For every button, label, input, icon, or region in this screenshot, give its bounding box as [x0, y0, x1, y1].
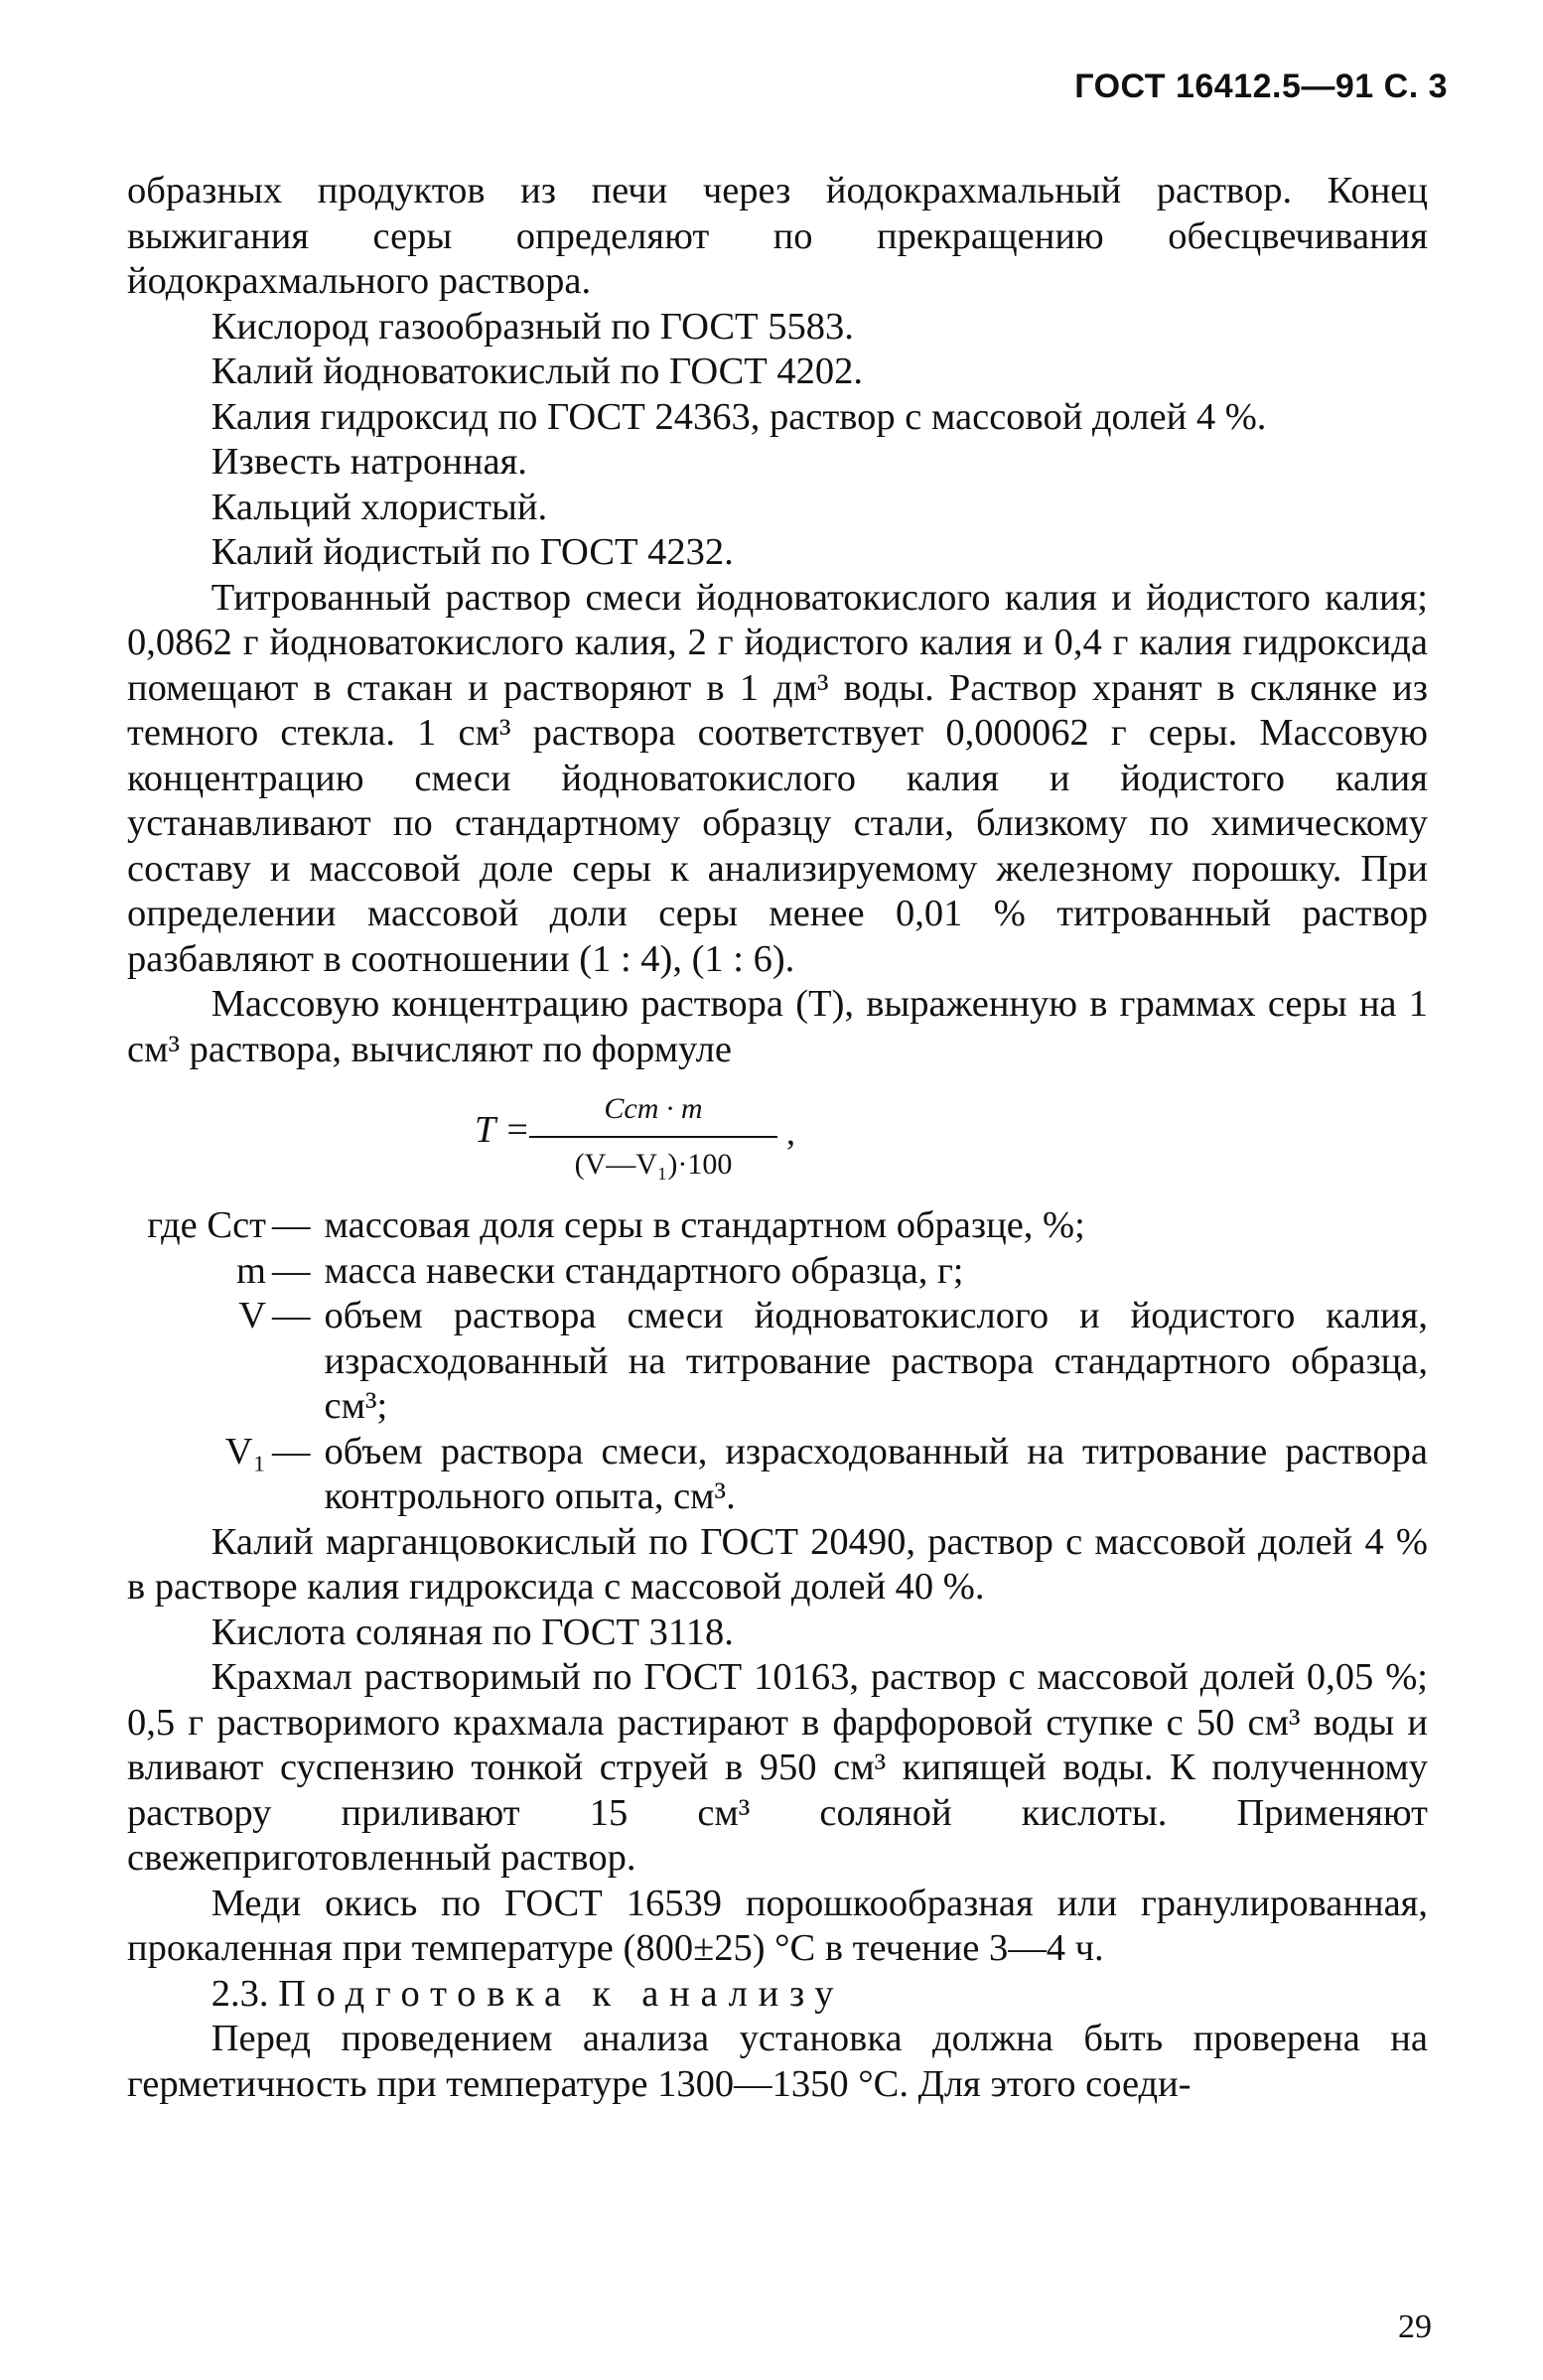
definition-dash: —	[272, 1430, 311, 1472]
definition-symbol: V	[238, 1295, 266, 1336]
paragraph-copper-oxide: Меди окись по ГОСТ 16539 порошкообразная или гранулированная, прокаленная при температуре (800±25) °С в течение 3—4 ч.	[127, 1882, 1428, 1969]
paragraph-oxygen: Кислород газообразный по ГОСТ 5583.	[210, 305, 854, 348]
section-title: Подготовка к анализу	[278, 1972, 845, 2015]
formula	[127, 1086, 1428, 1190]
definition-dash: —	[272, 1204, 311, 1246]
fraction-bar	[529, 1136, 777, 1138]
paragraph-hydrochloric-acid: Кислота соляная по ГОСТ 3118.	[210, 1610, 734, 1653]
definition-symbol: где Cст	[147, 1204, 266, 1246]
formula-comma: ,	[786, 1112, 795, 1152]
paragraph-potassium-hydroxide: Калия гидроксид по ГОСТ 24363, раствор с массовой долей 4 %.	[210, 395, 1267, 438]
paragraph-titrated-solution: Титрованный раствор смеси йодноватокислого калия и йодистого калия; 0,0862 г йодноватокислого калия, 2 г йодистого калия и 0,4 г калия гидроксида помещают в стакан и растворяют в 1 дм³ воды. Раствор хранят в склянке из темного стекла. 1 см³ раствора соответствует 0,000062 г серы. Массовую концентрацию смеси йодноватокислого калия и йодистого калия устанавливают по стандартному образцу стали, близкому по химическому составу и массовой доле серы к анализируемому железному порошку. При определении массовой доли серы менее 0,01 % титрованный раствор разбавляют в соотношении (1 : 4), (1 : 6).	[127, 576, 1428, 980]
section-heading	[127, 1972, 1428, 2018]
formula-lhs: T =	[475, 1109, 530, 1151]
formula-denominator: (V—V₁)·100	[574, 1147, 733, 1181]
definition-item	[127, 1430, 1428, 1520]
paragraph-starch: Крахмал растворимый по ГОСТ 10163, раствор с массовой долей 0,05 %; 0,5 г растворимого крахмала растирают в фарфоровой ступке с 50 см³ воды и вливают суспензию тонкой струей в 950 см³ кипящей воды. К полученному раствору приливают 15 см³ соляной кислоты. Применяют свежеприготовленный раствор.	[127, 1656, 1428, 1879]
body-text	[127, 169, 1428, 2107]
definition-dash: —	[272, 1249, 311, 1292]
definition-symbol: V₁	[224, 1430, 266, 1472]
paragraph-soda-lime: Известь натронная.	[210, 441, 527, 483]
paragraph-potassium-iodate: Калий йодноватокислый по ГОСТ 4202.	[210, 350, 864, 392]
definition-text: объем раствора смеси йодноватокислого и йодистого калия, израсходованный на титрование раствора стандартного образца, см³;	[324, 1295, 1428, 1427]
definition-dash: —	[272, 1295, 311, 1336]
page-number: 29	[1398, 2309, 1432, 2345]
paragraph-preparation: Перед проведением анализа установка должна быть проверена на герметичность при температуре 1300—1350 °С. Для этого соеди-	[127, 2018, 1428, 2105]
paragraph-permanganate: Калий марганцовокислый по ГОСТ 20490, раствор с массовой долей 4 % в растворе калия гидроксида с массовой долей 40 %.	[127, 1520, 1428, 1608]
definition-item	[127, 1294, 1428, 1430]
paragraph-calcium-chloride: Кальций хлористый.	[210, 486, 548, 528]
definition-item	[127, 1203, 1428, 1249]
definition-text: объем раствора смеси, израсходованный на титрование раствора контрольного опыта, см³.	[324, 1430, 1428, 1517]
paragraph-mass-concentration: Массовую концентрацию раствора (T), выраженную в граммах серы на 1 см³ раствора, вычисляют по формуле	[127, 983, 1428, 1070]
definition-text: масса навески стандартного образца, г;	[324, 1249, 964, 1292]
definition-symbol: m	[236, 1249, 266, 1292]
paragraph-potassium-iodide: Калий йодистый по ГОСТ 4232.	[210, 531, 734, 573]
definition-item	[127, 1249, 1428, 1295]
page-header: ГОСТ 16412.5—91 С. 3	[1074, 68, 1448, 105]
formula-numerator: Cст · m	[604, 1092, 703, 1125]
section-number: 2.3.	[210, 1972, 269, 2015]
paragraph-continuation: образных продуктов из печи через йодокрахмальный раствор. Конец выжигания серы определяют по прекращению обесцвечивания йодокрахмального раствора.	[127, 170, 1428, 302]
definition-text: массовая доля серы в стандартном образце, %;	[324, 1204, 1085, 1246]
formula-fraction	[529, 1086, 777, 1187]
definitions-list	[127, 1203, 1428, 1520]
